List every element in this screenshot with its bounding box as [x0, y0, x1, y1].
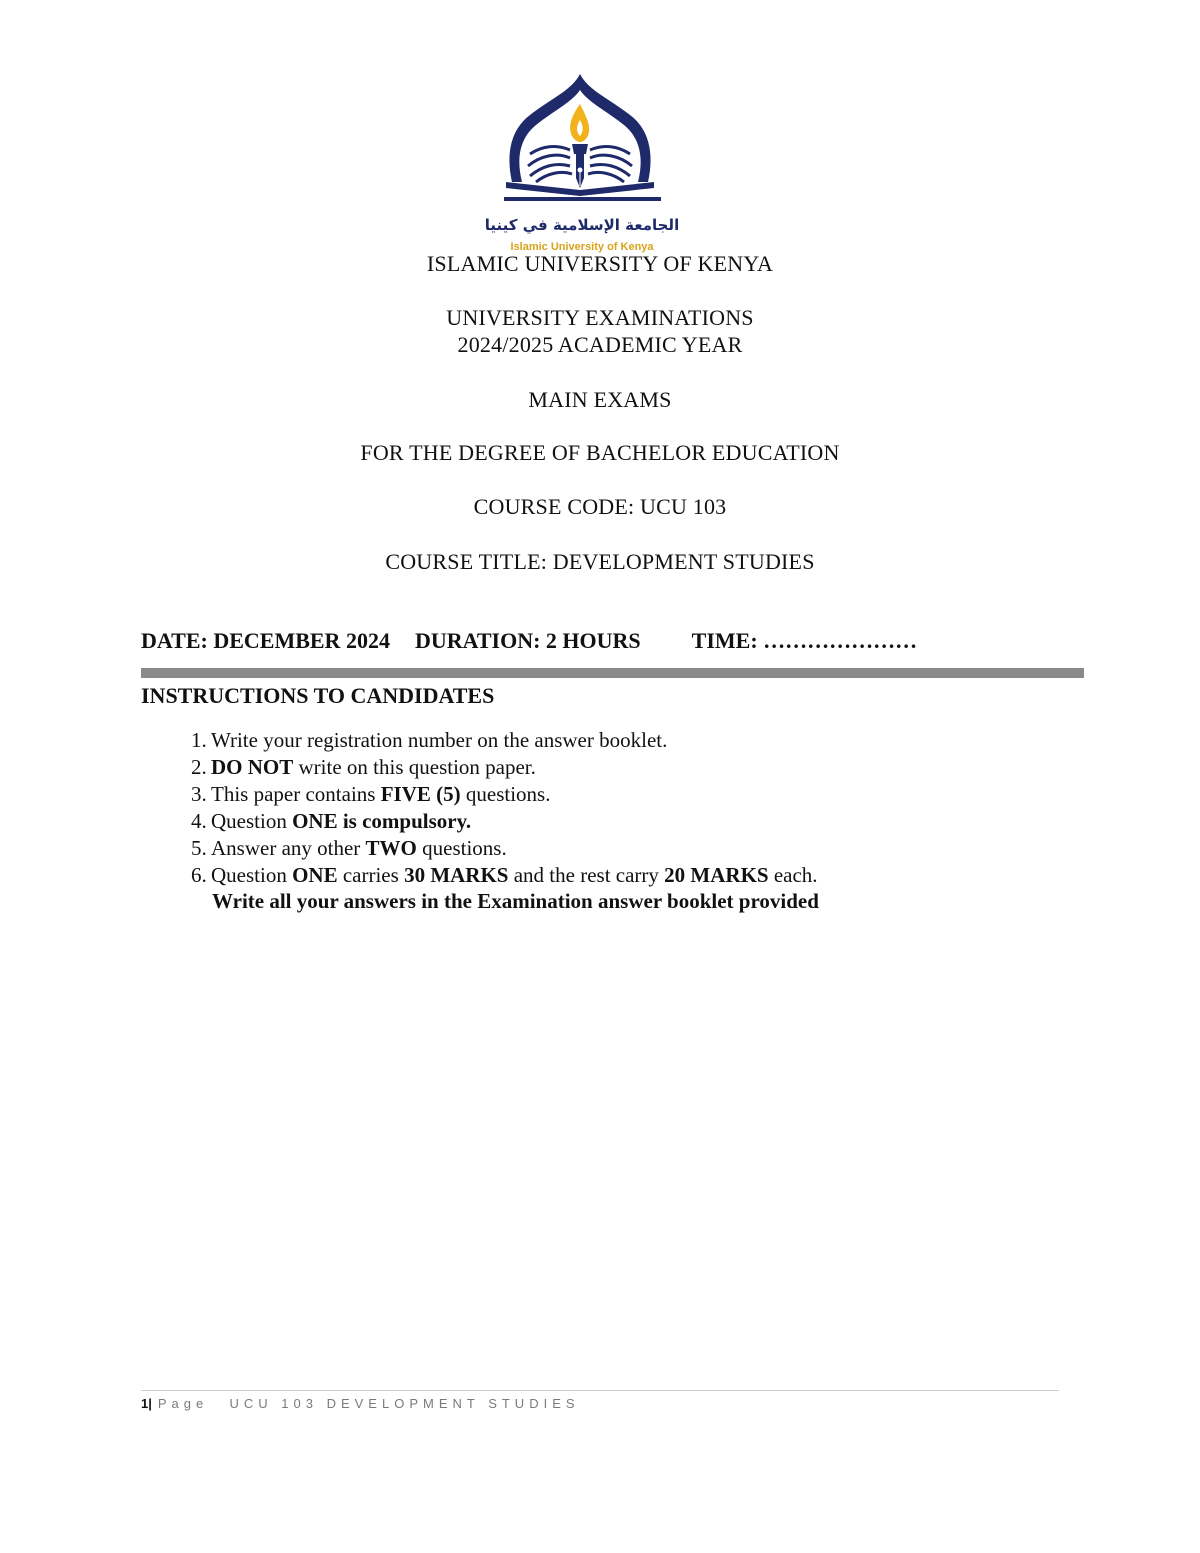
- instruction-fragment: questions.: [416, 836, 507, 860]
- instruction-fragment: Question: [211, 863, 293, 887]
- instruction-emphasis: TWO: [365, 836, 417, 860]
- logo-english-text: Islamic University of Kenya: [510, 241, 654, 253]
- section-divider: [141, 668, 1084, 678]
- academic-year: 2024/2025 ACADEMIC YEAR: [457, 332, 743, 357]
- exam-time: TIME: …………………: [691, 628, 918, 653]
- instruction-fragment: and the rest carry: [508, 863, 665, 887]
- instruction-number-text: 6.: [191, 863, 207, 887]
- instruction-fragment: Answer any other: [211, 836, 366, 860]
- instruction-number-text: 5.: [191, 836, 207, 860]
- exam-duration: DURATION: 2 HOURS: [414, 628, 641, 653]
- instruction-text: [211, 835, 507, 862]
- exam-meta-row: [141, 628, 917, 654]
- instruction-number: [141, 862, 211, 889]
- instruction-fragment: write on this question paper.: [293, 755, 536, 779]
- instruction-text: [211, 808, 471, 835]
- exam-type: MAIN EXAMS: [528, 387, 672, 412]
- instruction-emphasis: 30 MARKS: [404, 863, 509, 887]
- instruction-number-text: 2.: [191, 755, 207, 779]
- instruction-emphasis: 20 MARKS: [664, 863, 769, 887]
- instruction-fragment: Question: [211, 809, 293, 833]
- instruction-item: [141, 808, 818, 835]
- instruction-emphasis: ONE: [292, 863, 338, 887]
- instruction-text: [211, 754, 536, 781]
- page-footer: [141, 1396, 580, 1411]
- page-label: Page: [157, 1396, 209, 1411]
- footer-course: UCU 103 DEVELOPMENT STUDIES: [229, 1396, 580, 1411]
- instruction-fragment: Write your registration number on the answer booklet.: [211, 728, 668, 752]
- exam-title: UNIVERSITY EXAMINATIONS: [446, 305, 754, 330]
- footer-divider: [141, 1390, 1059, 1391]
- instruction-item: [141, 754, 818, 781]
- university-logo: [484, 70, 680, 260]
- instruction-number-text: 4.: [191, 809, 207, 833]
- instruction-number-text: 3.: [191, 782, 207, 806]
- course-code: COURSE CODE: UCU 103: [473, 494, 727, 519]
- course-title: COURSE TITLE: DEVELOPMENT STUDIES: [385, 549, 815, 574]
- instruction-fragment: carries: [337, 863, 405, 887]
- instruction-text: [211, 862, 818, 889]
- university-name: ISLAMIC UNIVERSITY OF KENYA: [426, 251, 774, 276]
- instruction-number: [141, 754, 211, 781]
- instruction-fragment: This paper contains: [211, 782, 381, 806]
- instruction-emphasis: ONE is compulsory.: [292, 809, 472, 833]
- instruction-item: [141, 781, 818, 808]
- instructions-heading: INSTRUCTIONS TO CANDIDATES: [141, 683, 495, 708]
- exam-date: DATE: DECEMBER 2024: [141, 628, 390, 653]
- instruction-item: [141, 862, 818, 889]
- instructions-final-note: Write all your answers in the Examination answer booklet provided: [212, 889, 819, 913]
- instruction-number: [141, 808, 211, 835]
- instruction-number: [141, 781, 211, 808]
- instruction-item: [141, 835, 818, 862]
- instruction-number-text: 1.: [191, 728, 207, 752]
- logo-arabic-text: الجامعة الإسلامية في كينيا: [484, 216, 680, 234]
- logo-emblem: [484, 70, 680, 260]
- instruction-text: [211, 781, 550, 808]
- instructions-list: [141, 727, 818, 889]
- degree-title: FOR THE DEGREE OF BACHELOR EDUCATION: [360, 440, 840, 465]
- instruction-emphasis: FIVE (5): [380, 782, 461, 806]
- instruction-fragment: questions.: [460, 782, 551, 806]
- instruction-fragment: each.: [768, 863, 818, 887]
- instruction-number: [141, 727, 211, 754]
- page-number: 1: [141, 1396, 149, 1411]
- instruction-item: [141, 727, 818, 754]
- instruction-emphasis: DO NOT: [211, 755, 294, 779]
- instruction-number: [141, 835, 211, 862]
- footer-separator: |: [148, 1396, 152, 1411]
- instruction-text: [211, 727, 667, 754]
